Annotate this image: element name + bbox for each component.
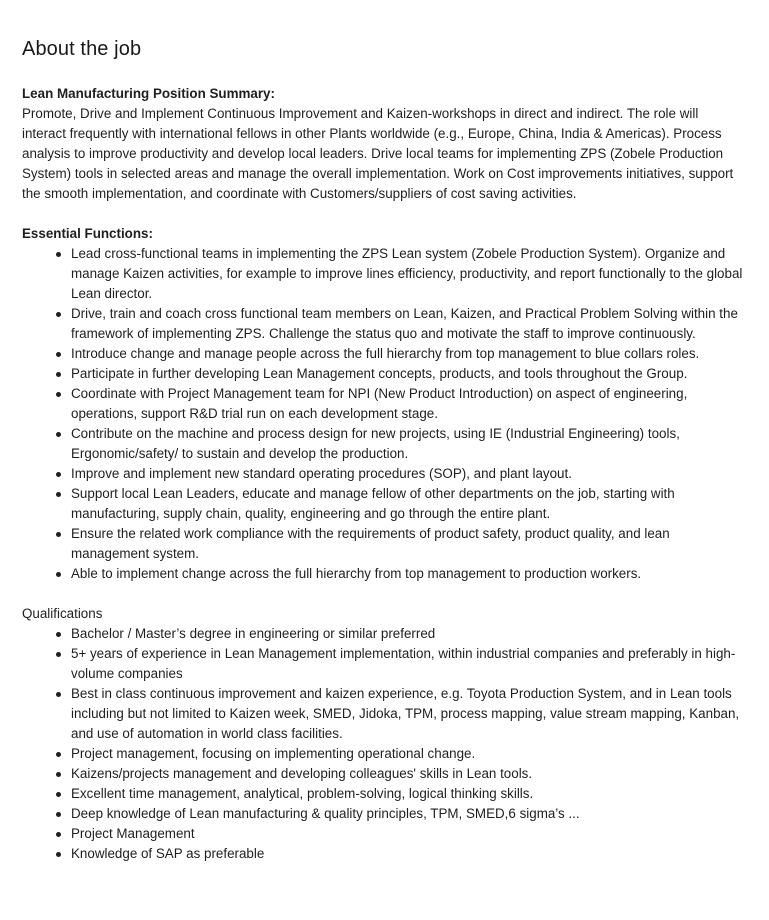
list-item <box>71 624 747 644</box>
bullet-icon <box>56 852 61 857</box>
list-item-text: Project management, focusing on implementing operational change. <box>71 746 476 761</box>
essential-functions-heading: Essential Functions: <box>22 226 153 241</box>
list-item <box>71 644 747 684</box>
list-item-text: Best in class continuous improvement and kaizen experience, e.g. Toyota Production System, and in Lean tools including but not limited to Kaizen week, SMED, Jidoka, TPM, process mapping, value stream mapping, Kanban, and use of automation in world class facilities. <box>71 686 740 741</box>
bullet-icon <box>56 252 61 257</box>
list-item <box>71 684 747 744</box>
bullet-icon <box>56 532 61 537</box>
page-title: About the job <box>22 38 142 60</box>
bullet-icon <box>56 572 61 577</box>
list-item <box>71 804 747 824</box>
list-item-text: Knowledge of SAP as preferable <box>71 846 265 861</box>
bullet-icon <box>56 692 61 697</box>
list-item <box>71 484 747 524</box>
list-item-text: Contribute on the machine and process design for new projects, using IE (Industrial Engineering) tools, Ergonomic/safety/ to sustain and develop the production. <box>71 426 680 461</box>
list-item <box>71 764 747 784</box>
section-spacer <box>22 204 747 224</box>
list-item-text: Support local Lean Leaders, educate and manage fellow of other departments on the job, starting with manufacturing, supply chain, quality, engineering and go through the entire plant. <box>71 486 675 521</box>
bullet-icon <box>56 812 61 817</box>
list-item <box>71 384 747 424</box>
list-item-text: Improve and implement new standard operating procedures (SOP), and plant layout. <box>71 466 572 481</box>
list-item <box>71 524 747 564</box>
list-item-text: Project Management <box>71 826 195 841</box>
bullet-icon <box>56 312 61 317</box>
list-item-text: Lead cross-functional teams in implementing the ZPS Lean system (Zobele Production System). Organize and manage Kaizen activities, for example to improve lines efficiency, productivity, and report functionally to the global Lean director. <box>71 246 743 301</box>
bullet-icon <box>56 652 61 657</box>
bullet-icon <box>56 472 61 477</box>
list-item <box>71 344 747 364</box>
summary-paragraph: Promote, Drive and Implement Continuous Improvement and Kaizen-workshops in direct and indirect. The role will interact frequently with international fellows in other Plants worldwide (e.g., Europe, China, India & Americas). Process analysis to improve productivity and develop local leaders. Drive local teams for implementing ZPS (Zobele Production System) tools in selected areas and manage the overall implementation. Work on Cost improvements initiatives, support the smooth implementation, and coordinate with Customers/suppliers of cost saving activities. <box>22 106 734 201</box>
bullet-icon <box>56 632 61 637</box>
list-item-text: Deep knowledge of Lean manufacturing & quality principles, TPM, SMED,6 sigma’s ... <box>71 806 580 821</box>
bullet-icon <box>56 372 61 377</box>
bullet-icon <box>56 432 61 437</box>
essential-functions-list <box>22 244 747 584</box>
bullet-icon <box>56 392 61 397</box>
list-item <box>71 244 747 304</box>
list-item-text: Kaizens/projects management and developing colleagues' skills in Lean tools. <box>71 766 533 781</box>
list-item-text: Bachelor / Master’s degree in engineering or similar preferred <box>71 626 436 641</box>
list-item <box>71 824 747 844</box>
list-item-text: Introduce change and manage people across the full hierarchy from top management to blue collars roles. <box>71 346 700 361</box>
bullet-icon <box>56 792 61 797</box>
list-item <box>71 784 747 804</box>
list-item-text: Coordinate with Project Management team for NPI (New Product Introduction) on aspect of engineering, operations, support R&D trial run on each development stage. <box>71 386 688 421</box>
qualifications-list <box>22 624 747 864</box>
bullet-icon <box>56 832 61 837</box>
list-item-text: Ensure the related work compliance with the requirements of product safety, product quality, and lean management system. <box>71 526 670 561</box>
summary-heading: Lean Manufacturing Position Summary: <box>22 86 275 101</box>
list-item <box>71 304 747 344</box>
list-item <box>71 744 747 764</box>
list-item-text: 5+ years of experience in Lean Management implementation, within industrial companies and preferably in high-volume companies <box>71 646 736 681</box>
qualifications-heading: Qualifications <box>22 606 103 621</box>
list-item <box>71 424 747 464</box>
list-item-text: Able to implement change across the full hierarchy from top management to production workers. <box>71 566 642 581</box>
bullet-icon <box>56 772 61 777</box>
bullet-icon <box>56 492 61 497</box>
list-item <box>71 844 747 864</box>
bullet-icon <box>56 352 61 357</box>
bullet-icon <box>56 752 61 757</box>
list-item <box>71 364 747 384</box>
list-item <box>71 564 747 584</box>
list-item <box>71 464 747 484</box>
section-spacer <box>22 584 747 604</box>
list-item-text: Drive, train and coach cross functional team members on Lean, Kaizen, and Practical Problem Solving within the framework of implementing ZPS. Challenge the status quo and motivate the staff to improve continuously. <box>71 306 738 341</box>
list-item-text: Participate in further developing Lean Management concepts, products, and tools throughout the Group. <box>71 366 688 381</box>
list-item-text: Excellent time management, analytical, problem-solving, logical thinking skills. <box>71 786 534 801</box>
